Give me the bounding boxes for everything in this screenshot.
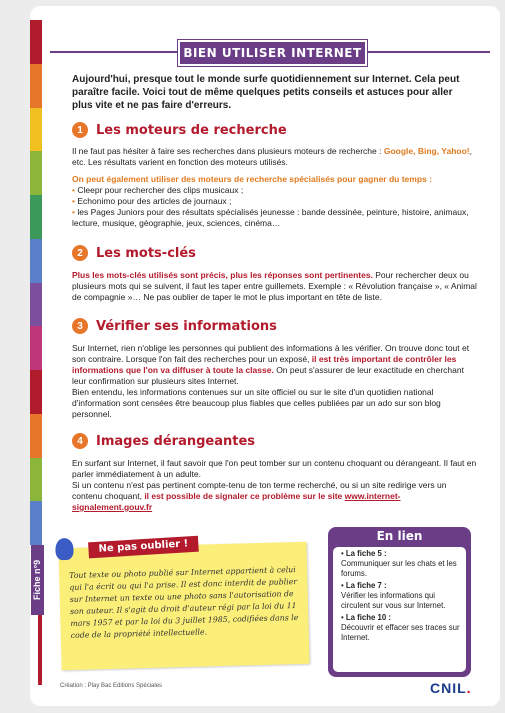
section-4-heading xyxy=(72,433,255,449)
section-number: 2 xyxy=(72,245,88,261)
related-item[interactable]: • La fiche 5 : Communiquer sur les chats et les forums. xyxy=(341,549,457,578)
note-text: Tout texte ou photo publié sur Internet appartient à celui qui l'a écrit ou qui l'a prise. Il est donc interdit de publier sur Internet un texte ou une photo sans l'autorisation de son auteur. Il s'agit du droit d'auteur régi par la loi du 11 mars 1957 et par la loi du 3 juillet 1985, codifiées dans le code de la propriété intellectuelle. xyxy=(69,565,299,640)
s1-specialized: On peut également utiliser des moteurs de recherche spécialisés pour gagner du temps : xyxy=(72,174,432,184)
signalement-link[interactable]: www.internet-signalement.gouv.fr xyxy=(72,491,401,512)
s1-paragraph xyxy=(72,146,477,168)
section-title: Vérifier ses informations xyxy=(96,318,277,334)
s1-text: Il ne faut pas hésiter à faire ses recherches dans plusieurs moteurs de recherche : xyxy=(72,146,384,156)
section-number: 4 xyxy=(72,433,88,449)
color-stripe xyxy=(30,20,42,64)
section-3-body xyxy=(72,343,477,420)
section-number: 1 xyxy=(72,122,88,138)
color-stripe xyxy=(30,326,42,370)
banner-wrap xyxy=(50,40,490,60)
s1-engines: Google, Bing, Yahoo! xyxy=(383,146,470,156)
intro-text: Aujourd'hui, presque tout le monde surfe quotidiennement sur Internet. Cela peut paraître facile. Voici tout de même quelques petits conseils et astuces pour aller plus vite et ne pas faire d'erreurs. xyxy=(72,74,460,111)
related-item[interactable]: • La fiche 10 : Découvrir et effacer ses traces sur Internet. xyxy=(341,613,460,642)
color-stripe xyxy=(30,195,42,239)
related-item-head: La fiche 10 : xyxy=(345,613,391,622)
section-title: Les moteurs de recherche xyxy=(96,122,287,138)
reminder-note xyxy=(58,538,309,670)
page-title: BIEN UTILISER INTERNET xyxy=(178,40,367,66)
s3-text: Sur Internet, rien n'oblige les personnes qui publient des informations à les vérifier. On trouve donc tout et son contraire. Lorsque l'on fait des recherches pour un exposé, xyxy=(72,343,470,364)
color-stripe xyxy=(30,283,42,327)
section-4-body xyxy=(72,458,477,513)
color-stripe xyxy=(30,239,42,283)
s1-bullet-text: les Pages Juniors pour des résultats spécialisés jeunesse : bande dessinée, peinture, histoire, animaux, lecture, musique, géographie, jeux, sciences, cinéma… xyxy=(72,207,469,228)
s1-bullet: • Cleepr pour rechercher des clips musicaux ; xyxy=(72,185,244,195)
s2-text: Pour rechercher deux ou plusieurs mots qui se suivent, il faut les taper entre guillemets. Exemple : « Révolution française », « Animal de compagnie »… Ne pas oublier de taper le mot le plus important en tête de liste. xyxy=(72,270,477,302)
related-item-head: La fiche 7 : xyxy=(345,581,387,590)
related-item[interactable]: • La fiche 7 : Vérifier les informations qui circulent sur vous sur Internet. xyxy=(341,581,446,610)
s3-highlight: il est très important de contrôler les informations que l'on va diffuser à toute la classe. xyxy=(72,354,457,375)
s1-bullet: • les Pages Juniors pour des résultats spécialisés jeunesse : bande dessinée, peinture, histoire, animaux, lecture, musique, géographie, jeux, sciences, cinéma… xyxy=(72,207,469,228)
s4-text-2: Si un contenu n'est pas pertinent compte-tenu de ton terme recherché, ou si un site redirige vers un contenu choquant, xyxy=(72,480,447,501)
section-2-body xyxy=(72,270,477,303)
related-title: En lien xyxy=(376,529,423,543)
side-line xyxy=(38,615,42,685)
related-item-text: Communiquer sur les chats et les forums. xyxy=(341,559,457,578)
s3-text-2: On peut s'assurer de leur exactitude en cherchant leur confirmation sur plusieurs sites Internet. xyxy=(72,365,464,386)
color-stripe xyxy=(30,501,42,545)
related-item-text: Découvrir et effacer ses traces sur Internet. xyxy=(341,623,460,642)
cnil-logo xyxy=(430,680,472,696)
section-1-heading xyxy=(72,122,287,138)
related-list xyxy=(333,547,466,672)
credit: Création : Play Bac Editions Spéciales xyxy=(60,683,163,689)
s4-paragraph xyxy=(72,480,477,513)
section-1-body xyxy=(72,146,477,229)
logo-text: CNIL xyxy=(430,680,467,696)
color-stripe xyxy=(30,64,42,108)
color-stripe xyxy=(30,414,42,458)
related-box xyxy=(328,527,471,677)
section-number: 3 xyxy=(72,318,88,334)
section-2-heading xyxy=(72,245,196,261)
color-stripe xyxy=(30,151,42,195)
color-stripes xyxy=(30,20,42,590)
s4-text: En surfant sur Internet, il faut savoir que l'on peut tomber sur un contenu choquant ou dérangeant. Il faut en parler immédiatement à un adulte. xyxy=(72,458,477,479)
s3-text-3: Bien entendu, les informations contenues sur un site officiel ou sur le site d'un quotidien national d'information sont censées être beaucoup plus fiables que celles publiées par un ado sur son blog personnel. xyxy=(72,387,441,419)
s2-highlight: Plus les mots-clés utilisés sont précis, plus les réponses sont pertinentes. xyxy=(72,270,373,280)
s1-text-end: , etc. Les résultats varient en fonction des moteurs utilisés. xyxy=(72,146,472,167)
section-title: Les mots-clés xyxy=(96,245,196,261)
color-stripe xyxy=(30,458,42,502)
color-stripe xyxy=(30,108,42,152)
s4-highlight: il est possible de signaler ce problème sur le site xyxy=(144,491,345,501)
section-3-heading xyxy=(72,318,277,334)
s1-bullet-text: Cleepr pour rechercher des clips musicaux ; xyxy=(77,185,244,195)
section-title: Images dérangeantes xyxy=(96,433,256,449)
logo-dot: . xyxy=(466,680,472,696)
note-title: Ne pas oublier ! xyxy=(88,536,199,559)
related-item-text: Vérifier les informations qui circulent sur vous sur Internet. xyxy=(341,591,446,610)
s1-bullet-text: Echonimo pour des articles de journaux ; xyxy=(77,196,232,206)
s1-bullet: • Echonimo pour des articles de journaux ; xyxy=(72,196,232,206)
color-stripe xyxy=(30,370,42,414)
related-item-head: La fiche 5 : xyxy=(345,549,387,558)
side-tab: Fiche n°9 xyxy=(31,545,44,615)
lightbulb-icon xyxy=(55,538,74,560)
